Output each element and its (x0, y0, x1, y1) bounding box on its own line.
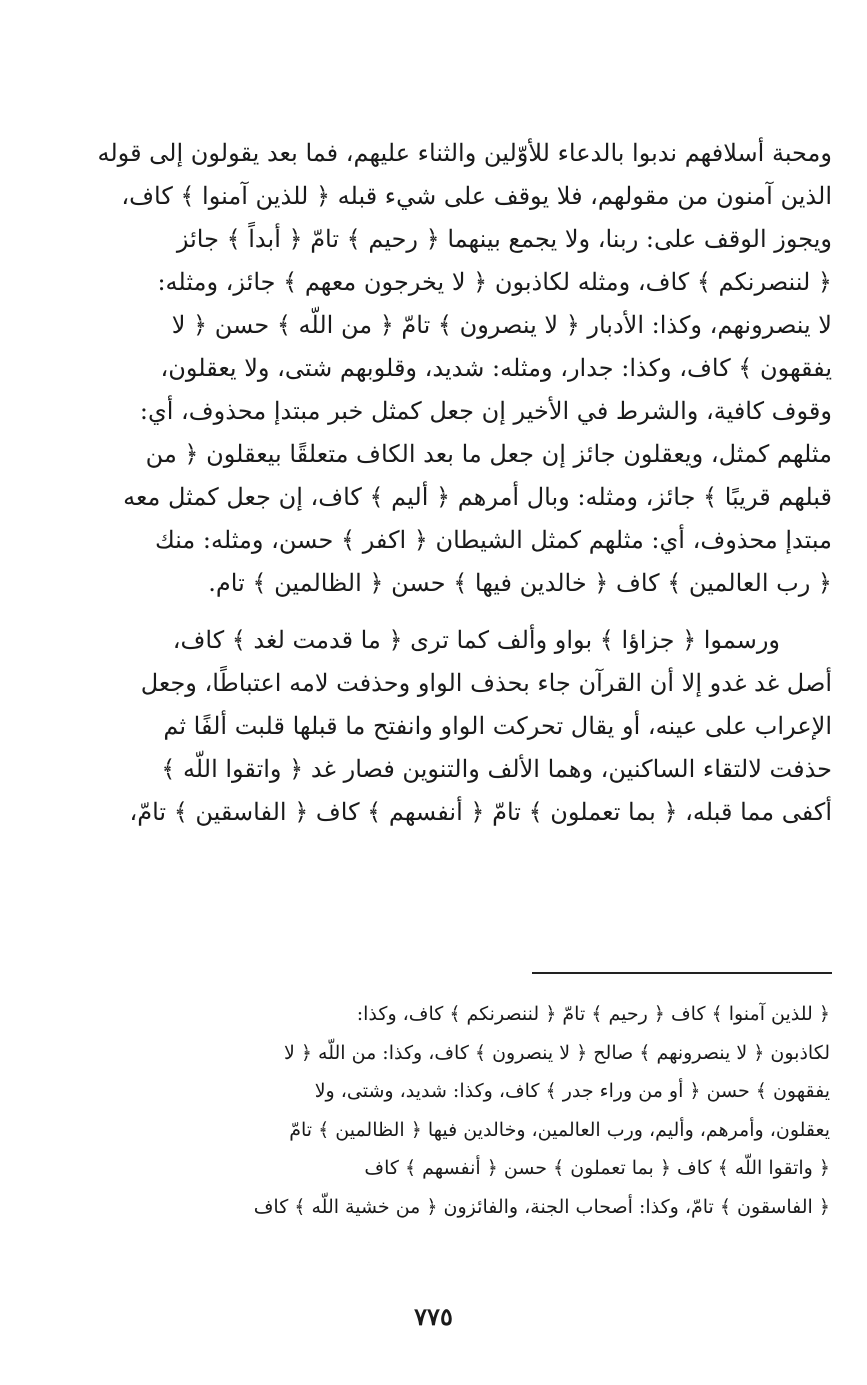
footnote-line: ﴿ للذين آمنوا ﴾ كاف ﴿ رحيم ﴾ تامّ ﴿ لننصرنكم ﴾ كاف، وكذا: (356, 1003, 830, 1025)
text-line: ويجوز الوقف على: ربنا، ولا يجمع بينهما ﴿ رحيم ﴾ تامّ ﴿ أبداً ﴾ جائز (176, 225, 832, 253)
text-line: أصل غد غدو إلا أن القرآن جاء بحذف الواو وحذفت لامه اعتباطًا، وجعل (140, 669, 832, 697)
footnotes (96, 995, 830, 1226)
text-line: مبتدإ محذوف، أي: مثلهم كمثل الشيطان ﴿ اكفر ﴾ حسن، ومثله: منك (154, 526, 832, 554)
text-line: مثلهم كمثل، ويعقلون جائز إن جعل ما بعد الكاف متعلقًا بيعقلون ﴿ من (145, 440, 832, 468)
text-line: وقوف كافية، والشرط في الأخير إن جعل كمثل خبر مبتدإ محذوف، أي: (139, 397, 832, 425)
footnote-line: ﴿ الفاسقون ﴾ تامّ، وكذا: أصحاب الجنة، والفائزون ﴿ من خشية اللّه ﴾ كاف (253, 1195, 830, 1218)
text-line: ﴿ لننصرنكم ﴾ كاف، ومثله لكاذبون ﴿ لا يخرجون معهم ﴾ جائز، ومثله: (157, 268, 832, 296)
text-line: قبلهم قريبًا ﴾ جائز، ومثله: وبال أمرهم ﴿ أليم ﴾ كاف، إن جعل كمثل معه (123, 483, 832, 511)
text-line: ورسموا ﴿ جزاؤا ﴾ بواو وألف كما ترى ﴿ ما قدمت لغد ﴾ كاف، (172, 626, 780, 654)
footnote-line: يعقلون، وأمرهم، وأليم، ورب العالمين، وخالدين فيها ﴿ الظالمين ﴾ تامّ (289, 1118, 830, 1141)
text-line: يفقهون ﴾ كاف، وكذا: جدار، ومثله: شديد، وقلوبهم شتى، ولا يعقلون، (160, 354, 832, 382)
footnote-line: لكاذبون ﴿ لا ينصرونهم ﴾ صالح ﴿ لا ينصرون ﴾ كاف، وكذا: من اللّه ﴿ لا (283, 1041, 830, 1064)
text-line: الذين آمنون من مقولهم، فلا يوقف على شيء قبله ﴿ للذين آمنوا ﴾ كاف، (121, 182, 832, 210)
footnote-divider (532, 972, 832, 974)
text-line: حذفت لالتقاء الساكنين، وهما الألف والتنوين فصار غد ﴿ واتقوا اللّه ﴾ (161, 755, 832, 783)
text-line: لا ينصرونهم، وكذا: الأدبار ﴿ لا ينصرون ﴾ تامّ ﴿ من اللّه ﴾ حسن ﴿ لا (171, 311, 832, 339)
text-line: ومحبة أسلافهم ندبوا بالدعاء للأوّلين والثناء عليهم، فما بعد يقولون إلى قوله (97, 139, 832, 167)
text-line: الإعراب على عينه، أو يقال تحركت الواو وانفتح ما قبلها قلبت ألفًا ثم (163, 712, 832, 740)
paragraph-1 (90, 132, 832, 605)
paragraph-2 (90, 619, 832, 834)
text-line: ﴿ رب العالمين ﴾ كاف ﴿ خالدين فيها ﴾ حسن ﴿ الظالمين ﴾ تام. (208, 569, 832, 597)
main-text (90, 132, 832, 834)
footnote-line: يفقهون ﴾ حسن ﴿ أو من وراء جدر ﴾ كاف، وكذا: شديد، وشتى، ولا (314, 1080, 830, 1102)
page-number: ٧٧٥ (414, 1302, 453, 1331)
text-line: أكفى مما قبله، ﴿ بما تعملون ﴾ تامّ ﴿ أنفسهم ﴾ كاف ﴿ الفاسقين ﴾ تامّ، (129, 798, 832, 826)
footnote-line: ﴿ واتقوا اللّه ﴾ كاف ﴿ بما تعملون ﴾ حسن ﴿ أنفسهم ﴾ كاف (364, 1157, 830, 1179)
